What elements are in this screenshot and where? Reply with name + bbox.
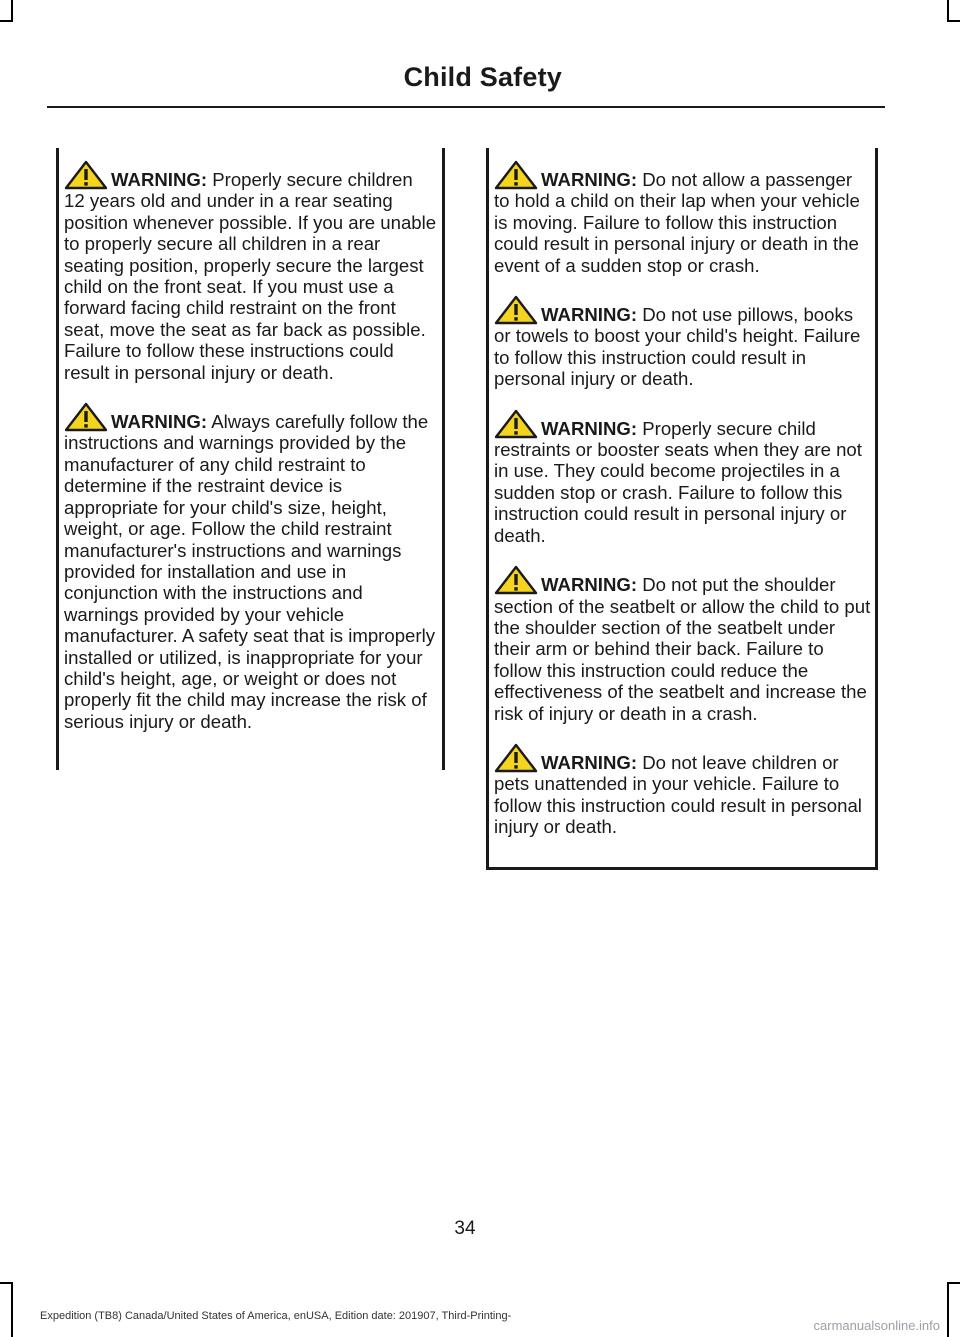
footer-edition: Expedition (TB8) Canada/United States of America, enUSA, Edition date: 201907, Third-Printing-: [40, 1310, 512, 1322]
warning-triangle-icon: [494, 169, 541, 190]
page-number: 34: [454, 1218, 476, 1239]
warning-box-left: [56, 148, 445, 770]
warning-label: WARNING:: [111, 169, 208, 190]
warning-triangle-icon: [494, 752, 541, 773]
warning-triangle-icon: [494, 574, 541, 595]
warning-text: Do not put the shoulder section of the seatbelt or allow the child to put the shoulder section of the seatbelt under their arm or behind their back. Failure to follow this instruction could reduce the effectiveness of the seatbelt and increase the risk of injury or death in a crash.: [494, 574, 871, 724]
warning-triangle-icon: [494, 304, 541, 325]
warning-label: WARNING:: [541, 304, 638, 326]
warning-text: Properly secure children 12 years old and under in a rear seating position whenever possible. If you are unable to properly secure all children in a rear seating position, properly secure the largest child on the front seat. If you must use a forward facing child restraint on the front seat, move the seat as far back as possible. Failure to follow these instructions could result in personal injury or death.: [64, 169, 437, 383]
crop-mark: [11, 0, 13, 22]
warning-triangle-icon: [494, 418, 541, 439]
crop-mark: [947, 1282, 949, 1337]
warning-paragraph: [489, 565, 875, 724]
warning-label: WARNING:: [541, 574, 638, 596]
warning-paragraph: [489, 160, 875, 276]
warning-text: Properly secure child restraints or booster seats when they are not in use. They could become projectiles in a sudden stop or crash. Failure to follow this instruction could result in personal injury or death.: [494, 417, 862, 546]
warning-label: WARNING:: [541, 751, 638, 773]
crop-mark: [0, 20, 13, 22]
warning-text: Do not use pillows, books or towels to boost your child's height. Failure to follow this instruction could result in personal injury or death.: [494, 304, 861, 390]
warning-label: WARNING:: [541, 417, 638, 439]
warning-triangle-icon: [64, 411, 111, 432]
warning-paragraph: [59, 160, 442, 383]
warning-paragraph: [489, 409, 875, 546]
crop-mark: [947, 20, 960, 22]
warning-label: WARNING:: [111, 411, 208, 433]
watermark: carmanualsonline.info: [813, 1318, 940, 1333]
header-divider: [47, 106, 885, 108]
crop-mark: [0, 1282, 13, 1284]
warning-text: Always carefully follow the instructions and warnings provided by the manufacturer of any child restraint to determine if the restraint device is appropriate for your child's size, height, weight, or age. Follow the child restraint manufacturer's instructions and warnings provided for installation and use in conjunction with the instructions and warnings provided by your vehicle manufacturer. A safety seat that is improperly installed or utilized, is inappropriate for your child's height, age, or weight or does not properly fit the child may increase the risk of serious injury or death.: [64, 411, 436, 732]
crop-mark: [947, 0, 949, 22]
crop-mark: [947, 1282, 960, 1284]
page-title: Child Safety: [403, 62, 562, 92]
warning-paragraph: [489, 295, 875, 390]
warning-box-right: [486, 148, 878, 870]
warning-paragraph: [489, 743, 875, 838]
warning-label: WARNING:: [541, 169, 638, 190]
warning-triangle-icon: [64, 169, 111, 190]
warning-text: Do not leave children or pets unattended in your vehicle. Failure to follow this instruction could result in personal injury or death.: [494, 751, 862, 838]
warning-paragraph: [59, 402, 442, 732]
warning-text: Do not allow a passenger to hold a child on their lap when your vehicle is moving. Failure to follow this instruction could result in personal injury or death in the event of a sudden stop or crash.: [494, 169, 860, 276]
crop-mark: [11, 1282, 13, 1337]
